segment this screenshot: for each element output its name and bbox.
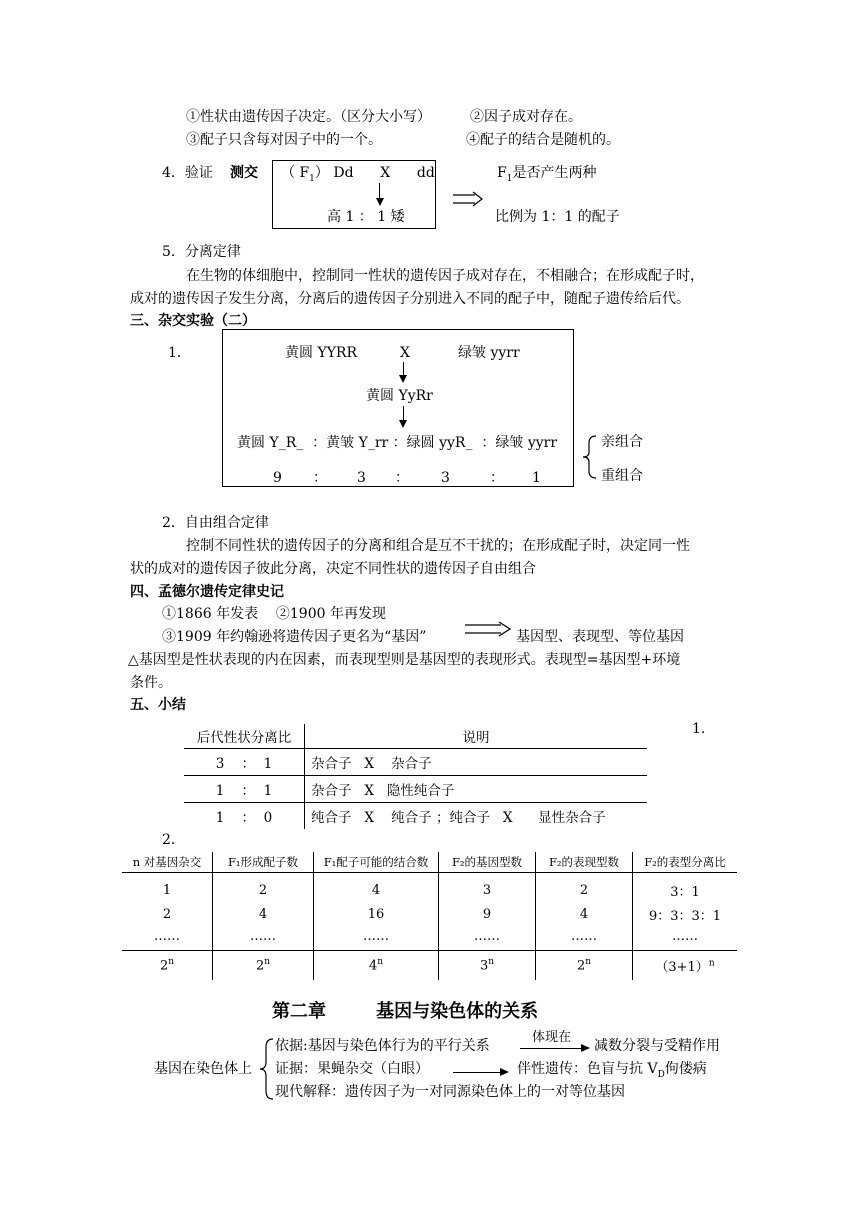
segregation-text-2: 成对的遗传因子发生分离，分离后的遗传因子分别进入不同的配子中，随配子遗传给后代。	[130, 291, 690, 307]
f1-genotype: 黄圆 YyRr	[366, 388, 433, 404]
recombination: 重组合	[601, 468, 643, 484]
double-arrow-icon	[453, 191, 485, 207]
hypothesis-2: ②因子成对存在。	[470, 109, 582, 125]
history-line-2: ③1909 年约翰逊将遗传因子更名为“基因”	[162, 629, 427, 645]
table2-header-gametes: F₁形成配子数	[213, 852, 314, 873]
ratio-sep-1: ：	[313, 470, 327, 486]
summary-table-2	[122, 852, 737, 980]
chapter-modern: 现代解释：遗传因子为一对同源染色体上的一对等位基因	[275, 1084, 625, 1100]
f2-phenotypes: 黄圆 Y_R_ ：黄皱 Y_rr ：绿圆 yyR_ ：绿皱 yyrr	[237, 435, 558, 451]
parental-combination: 亲组合	[601, 434, 643, 450]
genotype-note-1: △基因型是性状表现的内在因素，而表现型则是基因型的表现形式。表现型=基因型+环境	[128, 652, 681, 668]
testcross-bottom: 高 1 ： 1 矮	[327, 209, 405, 225]
ratio-3a: 3	[357, 470, 366, 486]
history-line-2-right: 基因型、表现型、等位基因	[516, 629, 684, 645]
table2-header-n: n 对基因杂交	[122, 852, 213, 873]
cross-arrow-2-head	[399, 420, 407, 428]
chapter-root: 基因在染色体上	[154, 1061, 252, 1077]
table1-header-ratio: 后代性状分离比	[184, 724, 305, 749]
section3-num: 1．	[168, 345, 191, 361]
parent-green-wrinkled: 绿皱 yyrr	[458, 345, 520, 361]
ratio-9: 9	[273, 470, 282, 486]
parent-yellow-round: 黄圆 YYRR	[285, 345, 358, 361]
free-combination-text-2: 状的成对的遗传因子彼此分离，决定不同性状的遗传因子自由组合	[130, 561, 536, 577]
table-row: 1 ： 0 纯合子 X 纯合子 ；纯合子 X 显性杂合子	[184, 803, 647, 830]
segregation-text-1: 在生物的体细胞中，控制同一性状的遗传因子成对存在，不相融合；在形成配子时，	[186, 268, 704, 284]
section5-title: 五、小结	[130, 697, 186, 713]
dihybrid-box	[222, 329, 574, 487]
table1-header-note: 说明	[462, 730, 490, 746]
hypothesis-1: ①性状由遗传因子决定。（区分大小写）	[186, 109, 431, 125]
brace-icon-2	[257, 1037, 277, 1101]
history-line-1: ①1866 年发表 ②1900 年再发现	[162, 606, 386, 622]
table2-header-combinations: F₁配子可能的结合数	[314, 852, 439, 873]
hypothesis-4: ④配子的结合是随机的。	[466, 132, 620, 148]
ratio-1: 1	[532, 470, 541, 486]
table2-header-phenotypes: F₂的表现型数	[536, 852, 633, 873]
evidence-arrow-head	[500, 1068, 509, 1076]
verify-right-1: $F_1$是否产生两种	[497, 165, 597, 184]
hypothesis-3: ③配子只含每对因子中的一个。	[186, 132, 382, 148]
cross-arrow-1-head	[399, 375, 407, 383]
ratio-sep-3: ：	[490, 470, 504, 486]
table-row: 2$^n$ 2$^n$ 4$^n$ 3$^n$ 2$^n$ $(3+1)^n$	[122, 951, 737, 981]
chapter-title: 第二章 基因与染色体的关系	[272, 1001, 539, 1022]
verify-right-2: 比例为 1：1 的配子	[495, 209, 620, 225]
chapter-evidence-right: 伴性遗传：色盲与抗 $V_D$佝偻病	[517, 1061, 707, 1080]
table2-header-ratio: F₂的表型分离比	[644, 855, 726, 869]
double-arrow-icon-2	[465, 621, 513, 637]
section4-title: 四、孟德尔遗传定律史记	[130, 584, 284, 600]
table-row: 1 2 4 3 2 3：1	[122, 873, 737, 903]
basis-arrow-head	[581, 1044, 590, 1052]
table-row: …… …… …… …… …… ……	[122, 927, 737, 951]
ratio-3b: 3	[441, 470, 450, 486]
brace-icon	[580, 434, 600, 480]
testcross-top: （ $F_1$） Dd X dd	[281, 165, 435, 184]
table-row: 1 ： 1 杂合子 X 隐性纯合子	[184, 776, 647, 803]
ratio-sep-2: ：	[395, 470, 409, 486]
summary-num-2: 2．	[162, 832, 185, 848]
summary-table-1	[184, 724, 647, 829]
testcross-arrow-head	[376, 198, 384, 206]
testcross-arrow-line	[379, 183, 380, 199]
free-combination-text-1: 控制不同性状的遗传因子的分离和组合是互不干扰的；在形成配子时，决定同一性	[186, 538, 690, 554]
chapter-basis: 依据:基因与染色体行为的平行关系	[275, 1038, 490, 1054]
parent-cross: X	[400, 345, 410, 361]
free-combination-title: 2．自由组合定律	[162, 515, 269, 531]
basis-arrow-label: 体现在	[532, 1030, 572, 1045]
segregation-title: 5．分离定律	[162, 244, 241, 260]
evidence-arrow-line	[453, 1072, 501, 1073]
section3-title: 三、杂交实验（二）	[130, 313, 256, 329]
verify-method: 测交	[230, 165, 258, 181]
table-row: 3 ： 1 杂合子 X 杂合子	[184, 749, 647, 776]
chapter-basis-right: 减数分裂与受精作用	[594, 1038, 720, 1054]
cross-arrow-2-line	[403, 406, 404, 421]
summary-num-1: 1．	[692, 721, 715, 737]
cross-arrow-1-line	[403, 362, 404, 376]
basis-arrow-line	[520, 1048, 582, 1049]
verify-label: 4．验证	[162, 165, 213, 181]
table-row: 2 4 16 9 4 9：3：3：1	[122, 902, 737, 927]
table2-header-genotypes: F₂的基因型数	[439, 852, 536, 873]
chapter-evidence: 证据：果蝇杂交（白眼）	[275, 1061, 429, 1077]
genotype-note-2: 条件。	[130, 675, 172, 691]
